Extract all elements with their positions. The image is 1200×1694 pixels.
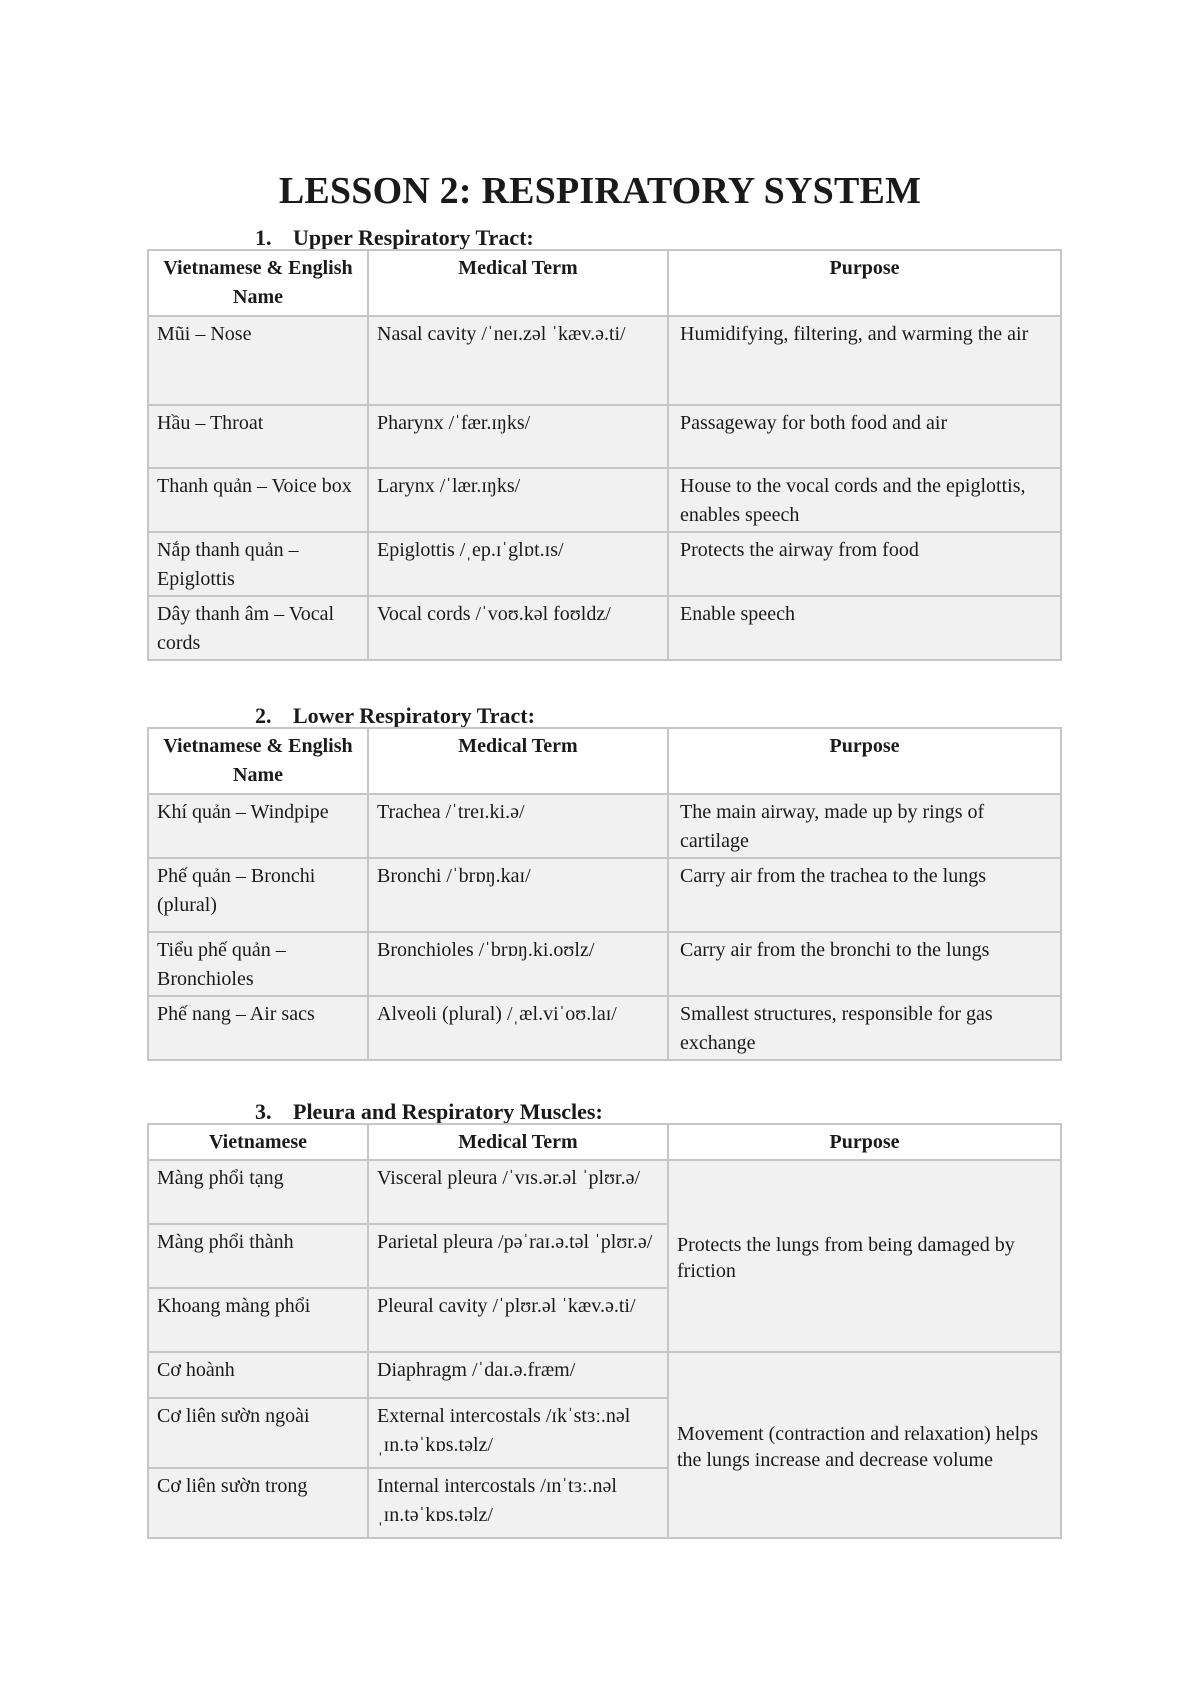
section-number: 3. [255, 1099, 272, 1124]
table-row [148, 858, 1061, 932]
purpose-cell: House to the vocal cords and the epiglottis, enables speech [668, 468, 1061, 532]
section-number: 1. [255, 225, 272, 250]
medical-term-cell: Pleural cavity /ˈplʊr.əl ˈkæv.ə.ti/ [368, 1288, 668, 1352]
vietnamese-name-cell: Phế quản – Bronchi (plural) [148, 858, 368, 932]
medical-term-cell: Bronchioles /ˈbrɒŋ.ki.oʊlz/ [368, 932, 668, 996]
vietnamese-name-cell: Phế nang – Air sacs [148, 996, 368, 1060]
vietnamese-name-cell: Màng phổi tạng [148, 1160, 368, 1224]
vietnamese-name-cell: Tiểu phế quản – Bronchioles [148, 932, 368, 996]
medical-term-cell: Parietal pleura /pəˈraɪ.ə.təl ˈplʊr.ə/ [368, 1224, 668, 1288]
medical-term-cell: Alveoli (plural) /ˌæl.viˈoʊ.laɪ/ [368, 996, 668, 1060]
vietnamese-name-cell: Khí quản – Windpipe [148, 794, 368, 858]
medical-term-cell: Trachea /ˈtreɪ.ki.ə/ [368, 794, 668, 858]
column-header: Medical Term [368, 728, 668, 794]
table-row [148, 468, 1061, 532]
vietnamese-name-cell: Mũi – Nose [148, 316, 368, 405]
vietnamese-name-cell: Khoang màng phổi [148, 1288, 368, 1352]
medical-term-cell: Vocal cords /ˈvoʊ.kəl foʊldz/ [368, 596, 668, 660]
purpose-cell: Carry air from the bronchi to the lungs [668, 932, 1061, 996]
table-row [148, 316, 1061, 405]
pleura-muscles-table [147, 1123, 1062, 1539]
column-header: Vietnamese & English Name [148, 250, 368, 316]
column-header: Vietnamese & English Name [148, 728, 368, 794]
section-heading-lower [255, 702, 535, 730]
medical-term-cell: Larynx /ˈlær.ɪŋks/ [368, 468, 668, 532]
table-header-row [148, 728, 1061, 794]
table-header-row [148, 250, 1061, 316]
section-heading-text: Upper Respiratory Tract: [293, 225, 534, 250]
table-row [148, 405, 1061, 468]
vietnamese-name-cell: Cơ hoành [148, 1352, 368, 1398]
column-header: Vietnamese [148, 1124, 368, 1160]
section-heading-upper [255, 224, 534, 252]
vietnamese-name-cell: Cơ liên sườn trong [148, 1468, 368, 1538]
lower-tract-table [147, 727, 1062, 1061]
medical-term-cell: Bronchi /ˈbrɒŋ.kaɪ/ [368, 858, 668, 932]
vietnamese-name-cell: Màng phổi thành [148, 1224, 368, 1288]
medical-term-cell: Pharynx /ˈfær.ɪŋks/ [368, 405, 668, 468]
purpose-cell: Smallest structures, responsible for gas exchange [668, 996, 1061, 1060]
purpose-cell: The main airway, made up by rings of cartilage [668, 794, 1061, 858]
vietnamese-name-cell: Nắp thanh quản – Epiglottis [148, 532, 368, 596]
page-title: LESSON 2: RESPIRATORY SYSTEM [278, 170, 922, 212]
purpose-cell: Protects the airway from food [668, 532, 1061, 596]
section-heading-pleura [255, 1098, 603, 1126]
medical-term-cell: Visceral pleura /ˈvɪs.ər.əl ˈplʊr.ə/ [368, 1160, 668, 1224]
vietnamese-name-cell: Cơ liên sườn ngoài [148, 1398, 368, 1468]
column-header: Purpose [668, 250, 1061, 316]
vietnamese-name-cell: Dây thanh âm – Vocal cords [148, 596, 368, 660]
medical-term-cell: Epiglottis /ˌep.ɪˈglɒt.ɪs/ [368, 532, 668, 596]
section-number: 2. [255, 703, 272, 728]
medical-term-cell: External intercostals /ɪkˈstɜː.nəl ˌɪn.təˈkɒs.təlz/ [368, 1398, 668, 1468]
section-heading-text: Pleura and Respiratory Muscles: [293, 1099, 603, 1124]
purpose-cell: Passageway for both food and air [668, 405, 1061, 468]
table-row [148, 1352, 1061, 1398]
vietnamese-name-cell: Hầu – Throat [148, 405, 368, 468]
purpose-cell: Humidifying, filtering, and warming the air [668, 316, 1061, 405]
merged-purpose-cell: Protects the lungs from being damaged by friction [668, 1160, 1061, 1352]
column-header: Purpose [668, 1124, 1061, 1160]
column-header: Medical Term [368, 250, 668, 316]
vietnamese-name-cell: Thanh quản – Voice box [148, 468, 368, 532]
column-header: Medical Term [368, 1124, 668, 1160]
table-row [148, 996, 1061, 1060]
table-row [148, 532, 1061, 596]
medical-term-cell: Diaphragm /ˈdaɪ.ə.fræm/ [368, 1352, 668, 1398]
table-row [148, 932, 1061, 996]
medical-term-cell: Nasal cavity /ˈneɪ.zəl ˈkæv.ə.ti/ [368, 316, 668, 405]
column-header: Purpose [668, 728, 1061, 794]
table-row [148, 1160, 1061, 1224]
purpose-cell: Carry air from the trachea to the lungs [668, 858, 1061, 932]
merged-purpose-cell: Movement (contraction and relaxation) helps the lungs increase and decrease volume [668, 1352, 1061, 1538]
purpose-cell: Enable speech [668, 596, 1061, 660]
medical-term-cell: Internal intercostals /ɪnˈtɜː.nəl ˌɪn.təˈkɒs.təlz/ [368, 1468, 668, 1538]
table-header-row [148, 1124, 1061, 1160]
section-heading-text: Lower Respiratory Tract: [293, 703, 535, 728]
table-row [148, 596, 1061, 660]
upper-tract-table [147, 249, 1062, 661]
table-row [148, 794, 1061, 858]
